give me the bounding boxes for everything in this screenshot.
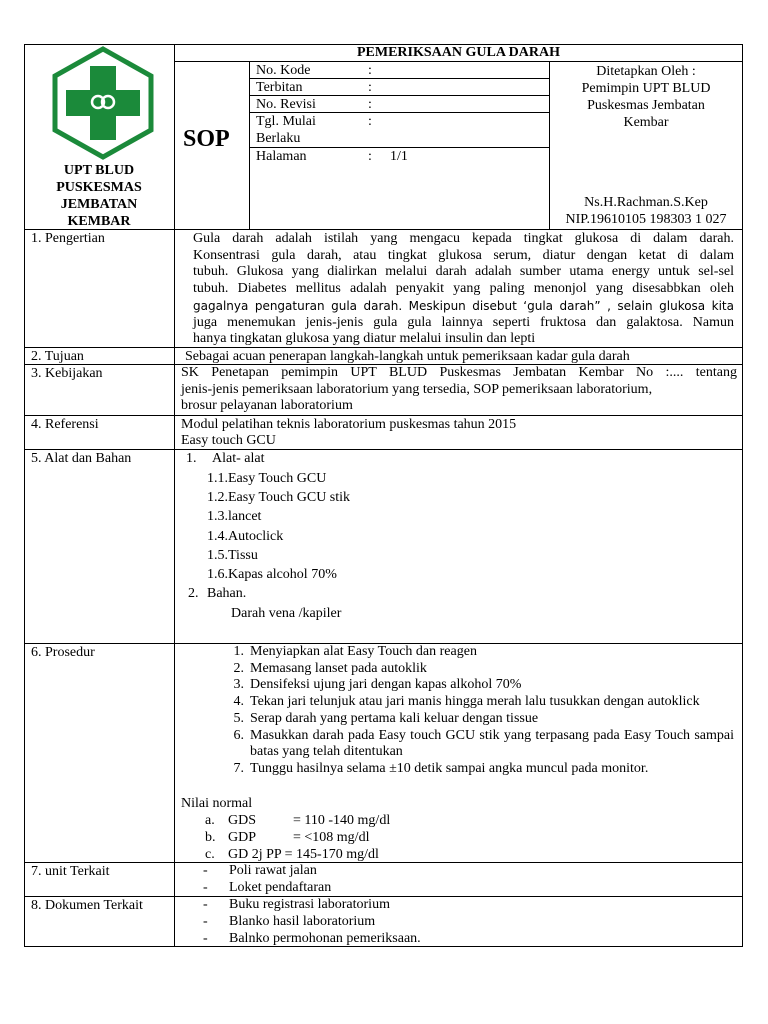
prosedur-steps [222,644,734,778]
bahan-heading: Bahan. [207,586,247,601]
text-line: SK Penetapan pemimpin UPT BLUD Puskesmas Jembatan Kembar No :.... tentang [181,365,737,380]
prosedur-step [222,761,734,778]
bahan-number: 2. [188,586,199,601]
text-line: hanya tingkatan glukosa yang diatur melalui insulin dan lepti [193,331,536,347]
field-sep: : [368,63,372,78]
normal-value: = <108 mg/dl [293,830,370,845]
text-line: gagalnya pengaturan gula darah. Meskipun disebut ‘gula darah” , selain glukosa kita [193,298,734,313]
nilai-normal-heading: Nilai normal [181,796,253,811]
cross-with-rings-icon [50,46,156,160]
row-line [24,449,743,450]
dokumen-item-text: Blanko hasil laboratorium [229,913,376,929]
step-text: Masukkan darah pada Easy touch GCU stik yang terpasang pada Easy Touch sampai batas yang telah ditentukan [250,727,734,760]
field-label-berlaku: Berlaku [256,131,301,146]
section-label-referensi: 4. Referensi [31,417,99,432]
referensi-line: Modul pelatihan teknis laboratorium puskesmas tahun 2015 [181,417,517,432]
step-text: Tekan jari telunjuk atau jari manis hingga merah lalu tusukkan dengan autoklick [250,694,700,710]
normal-value-mark: b. [205,830,216,845]
step-text: Serap darah yang pertama kali keluar dengan tissue [250,710,539,726]
step-number: 2. [233,660,244,676]
text-line: jenis-jenis pemeriksaan laboratorium yang tersedia, SOP pemeriksaan laboratorium, [181,381,653,397]
field-sep: : [368,80,372,95]
signer-nip: NIP.19610105 198303 1 027 [565,212,727,227]
alat-item: 1.3.lancet [207,509,262,524]
step-number: 4. [233,694,244,710]
section-label-tujuan: 2. Tujuan [31,349,84,364]
step-number: 1. [233,644,244,659]
prosedur-step [222,728,734,761]
approval-line: Pemimpin UPT BLUD [581,81,711,96]
alat-item: 1.6.Kapas alcohol 70% [207,567,337,582]
text-line: tubuh. Glukosa yang dialirkan melalui darah adalah sumber utama energy untuk sel-sel [193,264,734,280]
organization-line: PUSKESMAS [56,180,142,195]
text-line: tubuh. Diabetes mellitus adalah penyakit yang paling menonjol yang disesabbkan oleh [193,281,734,297]
normal-value: = 110 -140 mg/dl [293,813,391,828]
text-line: brosur pelayanan laboratorium [181,398,353,414]
text-line: Gula darah adalah istilah yang mengacu kepada tingkat glukosa di dalam darah. [193,231,734,246]
field-sep: : [368,97,372,112]
dokumen-item-text: Balnko permohonan pemeriksaan. [229,930,421,946]
text-line: Konsentrasi gula darah, atau tingkat glukosa serum, diatur dengan ketat di dalam [193,247,734,263]
unit-item-text: Loket pendaftaran [229,879,332,895]
alat-item: 1.1.Easy Touch GCU [207,471,327,486]
dokumen-item: - Blanko hasil laboratorium [203,913,376,929]
normal-value-name: GDP [228,830,257,845]
dokumen-item: - Balnko permohonan pemeriksaan. [203,930,421,946]
field-label-tgl-mulai: Tgl. Mulai [256,114,316,129]
approval-line: Ditetapkan Oleh : [596,64,696,79]
puskesmas-logo [50,46,156,160]
section-label-pengertian: 1. Pengertian [31,231,105,246]
organization-line: JEMBATAN [60,197,138,212]
step-number: 6. [233,727,244,743]
alat-heading: Alat- alat [212,451,265,466]
alat-item: 1.2.Easy Touch GCU stik [207,490,351,505]
section-label-alat: 5. Alat dan Bahan [31,451,132,466]
approval-block [549,63,743,131]
prosedur-step [222,694,734,711]
document-title: PEMERIKSAAN GULA DARAH [356,45,560,60]
tujuan-text: Sebagai acuan penerapan langkah-langkah untuk pemeriksaan kadar gula darah [185,349,630,364]
dokumen-item-text: Buku registrasi laboratorium [229,897,390,912]
step-number: 5. [233,710,244,726]
field-sep: : [368,149,372,164]
signer-name: Ns.H.Rachman.S.Kep [584,195,708,210]
prosedur-step [222,644,734,661]
approval-line: Kembar [623,115,669,130]
step-text: Menyiapkan alat Easy Touch dan reagen [250,644,477,659]
prosedur-step [222,661,734,678]
alat-number: 1. [186,451,197,466]
referensi-line: Easy touch GCU [181,433,276,448]
row-line [24,862,743,863]
unit-list [203,863,331,897]
approval-line: Puskesmas Jembatan [587,98,705,113]
step-number: 3. [233,677,244,693]
dokumen-list [203,897,421,947]
text-line: juga menemukan jenis-jenis gula gula lainnya seperti fruktosa dan galaktosa. Namun [193,314,734,330]
field-label-halaman: Halaman [256,149,307,164]
normal-value-name: GDS [228,813,257,828]
organization-line: KEMBAR [67,214,131,229]
field-label-revisi: No. Revisi [256,97,316,112]
alat-item: 1.5.Tissu [207,548,258,563]
field-sep: : [368,114,372,129]
organization-name [24,162,174,230]
field-label-terbitan: Terbitan [256,80,303,95]
normal-value-mark: c. [205,847,215,862]
field-label-kode: No. Kode [256,63,311,78]
sop-column-divider [249,61,250,229]
section-label-kebijakan: 3. Kebijakan [31,366,103,381]
normal-value-mark: a. [205,813,215,828]
step-text: Tunggu hasilnya selama ±10 detik sampai angka muncul pada monitor. [250,760,649,776]
alat-item: 1.4.Autoclick [207,529,284,544]
step-text: Memasang lanset pada autoklik [250,660,427,676]
normal-value-name: GD 2j PP = 145-170 mg/dl [228,847,379,862]
step-text: Densifeksi ujung jari dengan kapas alkohol 70% [250,677,522,693]
sop-label: SOP [183,126,230,152]
section-label-prosedur: 6. Prosedur [31,645,95,660]
unit-item-text: Poli rawat jalan [229,863,317,878]
unit-item: - Poli rawat jalan [203,863,317,878]
bahan-item: Darah vena /kapiler [231,606,342,621]
organization-line: UPT BLUD [63,163,135,178]
pengertian-text [193,231,734,348]
step-number: 7. [233,760,244,776]
section-label-unit: 7. unit Terkait [31,864,110,879]
dokumen-item: - Buku registrasi laboratorium [203,897,390,912]
unit-item: - Loket pendaftaran [203,879,332,895]
prosedur-step [222,677,734,694]
logo-column-divider [174,44,175,947]
section-label-dokumen: 8. Dokumen Terkait [31,898,143,913]
field-value-halaman: 1/1 [390,149,408,164]
kebijakan-text [181,365,737,415]
prosedur-step [222,711,734,728]
